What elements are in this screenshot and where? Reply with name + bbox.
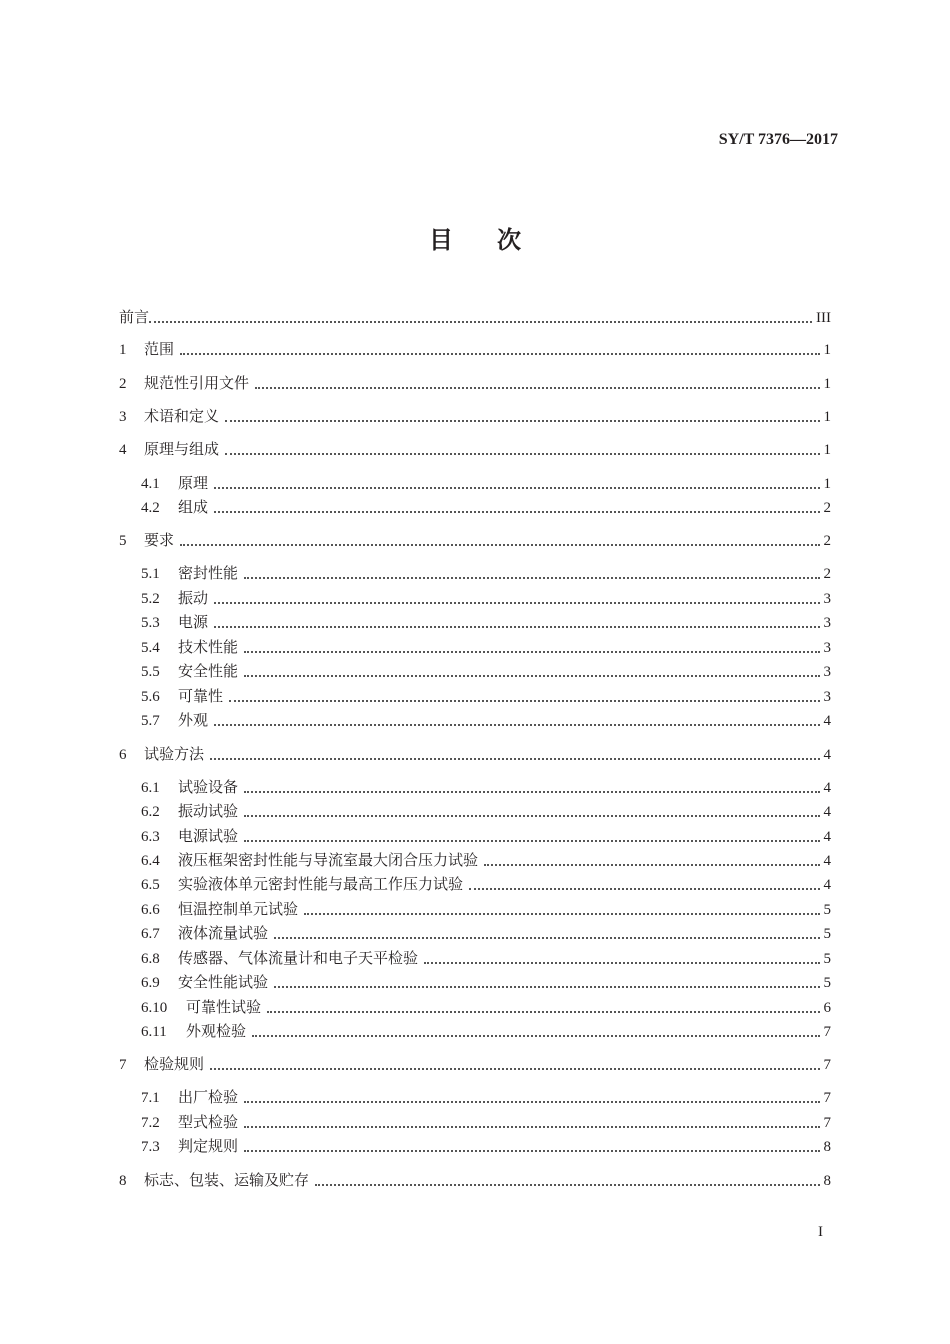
toc-entry-label: 外观检验 xyxy=(186,1024,247,1040)
toc-entry-page: 3 xyxy=(823,591,831,607)
toc-entry-page: 7 xyxy=(823,1024,831,1040)
dot-leader xyxy=(274,937,819,939)
dot-leader xyxy=(214,626,819,628)
toc-entry-page: 3 xyxy=(823,615,831,631)
toc-entry-label: 振动试验 xyxy=(178,804,239,820)
toc-entry[interactable] xyxy=(141,923,831,945)
toc-entry[interactable] xyxy=(141,710,831,732)
toc-entry-label: 规范性引用文件 xyxy=(144,376,250,392)
dot-leader xyxy=(210,1068,819,1070)
toc-entry-number: 6.4 xyxy=(141,853,160,869)
toc-entry-number: 6.3 xyxy=(141,829,160,845)
toc-entry-number: 5.2 xyxy=(141,591,160,607)
toc-entry-number: 6.7 xyxy=(141,926,160,942)
toc-entry-number: 1 xyxy=(119,342,127,358)
toc-entry-page: 6 xyxy=(823,1000,831,1016)
toc-entry[interactable] xyxy=(141,972,831,994)
toc-entry[interactable] xyxy=(119,373,831,395)
toc-entry-label: 标志、包装、运输及贮存 xyxy=(144,1173,310,1189)
toc-entry-label: 原理与组成 xyxy=(144,442,220,458)
toc-entry-number: 7.1 xyxy=(141,1090,160,1106)
dot-leader xyxy=(180,353,819,355)
toc-entry[interactable] xyxy=(141,612,831,634)
toc-entry-label: 组成 xyxy=(178,500,209,516)
toc-entry[interactable] xyxy=(141,563,831,585)
toc-entry[interactable] xyxy=(119,307,831,329)
toc-entry[interactable] xyxy=(141,850,831,872)
toc-entry-number: 4.1 xyxy=(141,476,160,492)
toc-entry-page: III xyxy=(816,310,831,326)
dot-leader xyxy=(244,651,819,653)
toc-entry[interactable] xyxy=(141,899,831,921)
toc-entry[interactable] xyxy=(141,661,831,683)
toc-entry-number: 5.6 xyxy=(141,689,160,705)
toc-entry[interactable] xyxy=(141,826,831,848)
toc-entry-page: 2 xyxy=(823,533,831,549)
toc-entry[interactable] xyxy=(141,1112,831,1134)
dot-leader xyxy=(225,453,819,455)
toc-entry-label: 传感器、气体流量计和电子天平检验 xyxy=(178,951,419,967)
toc-entry-number: 5.3 xyxy=(141,615,160,631)
toc-entry[interactable] xyxy=(119,1054,831,1076)
toc-entry-label: 电源试验 xyxy=(178,829,239,845)
toc-entry-number: 3 xyxy=(119,409,127,425)
toc-entry-label: 液压框架密封性能与导流室最大闭合压力试验 xyxy=(178,853,479,869)
toc-entry-label: 安全性能试验 xyxy=(178,975,269,991)
dot-leader xyxy=(255,387,819,389)
toc-entry-number: 5 xyxy=(119,533,127,549)
dot-leader xyxy=(315,1184,819,1186)
toc-entry-label: 恒温控制单元试验 xyxy=(178,902,299,918)
toc-entry-page: 2 xyxy=(823,566,831,582)
toc-entry[interactable] xyxy=(119,339,831,361)
toc-entry-number: 4.2 xyxy=(141,500,160,516)
toc-entry-page: 5 xyxy=(823,926,831,942)
dot-leader xyxy=(229,700,819,702)
toc-entry-label: 密封性能 xyxy=(178,566,239,582)
toc-entry-page: 3 xyxy=(823,689,831,705)
dot-leader xyxy=(214,724,819,726)
dot-leader xyxy=(244,840,819,842)
toc-entry[interactable] xyxy=(141,801,831,823)
toc-entry[interactable] xyxy=(141,1021,831,1043)
dot-leader xyxy=(149,321,812,323)
toc-entry[interactable] xyxy=(119,439,831,461)
toc-entry-number: 6.8 xyxy=(141,951,160,967)
toc-entry-label: 试验方法 xyxy=(144,747,205,763)
standard-number: SY/T 7376—2017 xyxy=(718,131,838,148)
toc-entry-number: 5.1 xyxy=(141,566,160,582)
toc-entry-page: 5 xyxy=(823,951,831,967)
dot-leader xyxy=(225,420,819,422)
toc-entry-label: 安全性能 xyxy=(178,664,239,680)
toc-entry-label: 出厂检验 xyxy=(178,1090,239,1106)
dot-leader xyxy=(210,758,819,760)
toc-entry-page: 1 xyxy=(823,442,831,458)
toc-entry-label: 前言 xyxy=(119,310,150,326)
dot-leader xyxy=(244,1101,819,1103)
dot-leader xyxy=(267,1011,819,1013)
toc-entry-number: 6.9 xyxy=(141,975,160,991)
toc-entry-page: 4 xyxy=(823,829,831,845)
toc-entry-label: 判定规则 xyxy=(178,1139,239,1155)
toc-entry-label: 型式检验 xyxy=(178,1115,239,1131)
dot-leader xyxy=(274,986,819,988)
page-number: I xyxy=(818,1224,823,1240)
toc-entry-number: 6.6 xyxy=(141,902,160,918)
dot-leader xyxy=(244,577,819,579)
toc-entry-page: 4 xyxy=(823,804,831,820)
toc-entry[interactable] xyxy=(141,777,831,799)
toc-entry-number: 5.7 xyxy=(141,713,160,729)
toc-entry-label: 术语和定义 xyxy=(144,409,220,425)
toc-entry-page: 7 xyxy=(823,1115,831,1131)
toc-entry-label: 要求 xyxy=(144,533,175,549)
toc-entry-number: 6.11 xyxy=(141,1024,167,1040)
toc-entry-number: 6.10 xyxy=(141,1000,168,1016)
toc-entry-label: 实验液体单元密封性能与最高工作压力试验 xyxy=(178,877,464,893)
toc-entry-number: 6.5 xyxy=(141,877,160,893)
toc-entry-page: 7 xyxy=(823,1057,831,1073)
dot-leader xyxy=(484,864,819,866)
toc-entry[interactable] xyxy=(141,1136,831,1158)
dot-leader xyxy=(469,888,819,890)
toc-entry-page: 1 xyxy=(823,476,831,492)
toc-entry-page: 1 xyxy=(823,342,831,358)
toc-entry[interactable] xyxy=(141,948,831,970)
toc-entry-label: 液体流量试验 xyxy=(178,926,269,942)
toc-entry-page: 4 xyxy=(823,780,831,796)
toc-entry-page: 2 xyxy=(823,500,831,516)
toc-entry[interactable] xyxy=(119,744,831,766)
toc-entry-page: 4 xyxy=(823,853,831,869)
toc-entry[interactable] xyxy=(141,686,831,708)
dot-leader xyxy=(214,602,819,604)
toc-entry[interactable] xyxy=(141,637,831,659)
dot-leader xyxy=(244,815,819,817)
toc-entry-page: 1 xyxy=(823,376,831,392)
toc-entry-number: 2 xyxy=(119,376,127,392)
dot-leader xyxy=(244,791,819,793)
toc-entry-label: 检验规则 xyxy=(144,1057,205,1073)
toc-entry[interactable] xyxy=(141,997,831,1019)
dot-leader xyxy=(244,1150,819,1152)
toc-entry-label: 振动 xyxy=(178,591,209,607)
toc-entry-number: 7 xyxy=(119,1057,127,1073)
dot-leader xyxy=(304,913,819,915)
dot-leader xyxy=(180,544,819,546)
toc-entry-page: 4 xyxy=(823,713,831,729)
toc-entry-page: 5 xyxy=(823,902,831,918)
dot-leader xyxy=(244,1126,819,1128)
dot-leader xyxy=(244,675,819,677)
toc-entry-label: 电源 xyxy=(178,615,209,631)
toc-entry[interactable] xyxy=(141,473,831,495)
toc-entry-number: 6.2 xyxy=(141,804,160,820)
dot-leader xyxy=(424,962,819,964)
toc-entry-page: 4 xyxy=(823,877,831,893)
toc-entry[interactable] xyxy=(141,874,831,896)
dot-leader xyxy=(214,511,819,513)
toc-entry-label: 外观 xyxy=(178,713,209,729)
toc-entry[interactable] xyxy=(141,1087,831,1109)
toc-entry-label: 原理 xyxy=(178,476,209,492)
toc-entry-page: 3 xyxy=(823,664,831,680)
toc-entry-number: 4 xyxy=(119,442,127,458)
toc-entry-label: 试验设备 xyxy=(178,780,239,796)
toc-entry-number: 6.1 xyxy=(141,780,160,796)
dot-leader xyxy=(214,487,819,489)
toc-entry[interactable] xyxy=(141,497,831,519)
toc-entry[interactable] xyxy=(119,406,831,428)
toc-entry[interactable] xyxy=(119,1170,831,1192)
toc-entry-label: 可靠性 xyxy=(178,689,224,705)
toc-entry-label: 范围 xyxy=(144,342,175,358)
dot-leader xyxy=(252,1035,819,1037)
toc-entry-number: 6 xyxy=(119,747,127,763)
toc-entry-number: 7.3 xyxy=(141,1139,160,1155)
toc-entry-number: 7.2 xyxy=(141,1115,160,1131)
toc-entry-label: 技术性能 xyxy=(178,640,239,656)
toc-entry[interactable] xyxy=(119,530,831,552)
toc-entry-page: 1 xyxy=(823,409,831,425)
toc-entry-page: 5 xyxy=(823,975,831,991)
toc-entry-number: 5.4 xyxy=(141,640,160,656)
toc-entry[interactable] xyxy=(141,588,831,610)
toc-entry-page: 8 xyxy=(823,1173,831,1189)
page-title: 目次 xyxy=(429,228,565,254)
toc-entry-label: 可靠性试验 xyxy=(186,1000,262,1016)
toc-entry-number: 8 xyxy=(119,1173,127,1189)
toc-entry-number: 5.5 xyxy=(141,664,160,680)
toc-entry-page: 4 xyxy=(823,747,831,763)
toc-entry-page: 3 xyxy=(823,640,831,656)
toc-entry-page: 7 xyxy=(823,1090,831,1106)
toc-entry-page: 8 xyxy=(823,1139,831,1155)
